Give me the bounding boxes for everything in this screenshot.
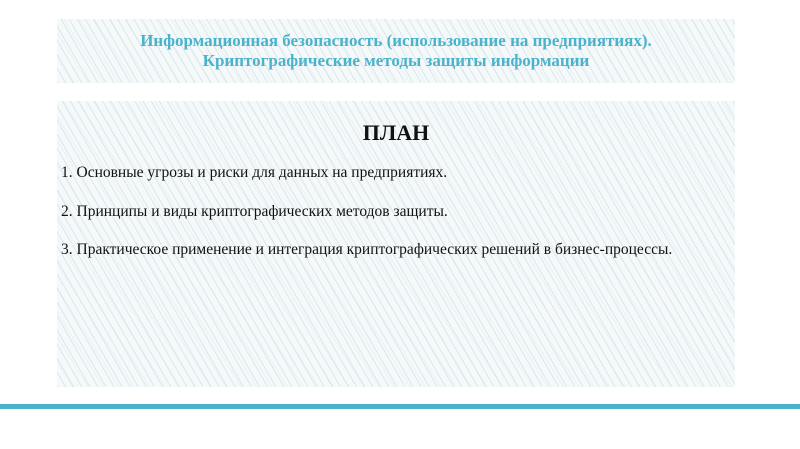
plan-heading: ПЛАН bbox=[362, 120, 430, 145]
plan-item-2: 2. Принципы и виды криптографических методов защиты. bbox=[61, 203, 448, 220]
plan-item-1: 1. Основные угрозы и риски для данных на предприятиях. bbox=[61, 164, 448, 181]
accent-bar bbox=[0, 404, 800, 409]
slide-content-panel bbox=[57, 101, 735, 387]
slide-title-panel bbox=[57, 19, 735, 83]
plan-item-3: 3. Практическое применение и интеграция криптографических решений в бизнес-процессы. bbox=[61, 241, 673, 258]
slide-title-line-1: Информационная безопасность (использование на предприятиях). bbox=[140, 31, 652, 50]
slide-title-line-2: Криптографические методы защиты информации bbox=[202, 51, 590, 70]
